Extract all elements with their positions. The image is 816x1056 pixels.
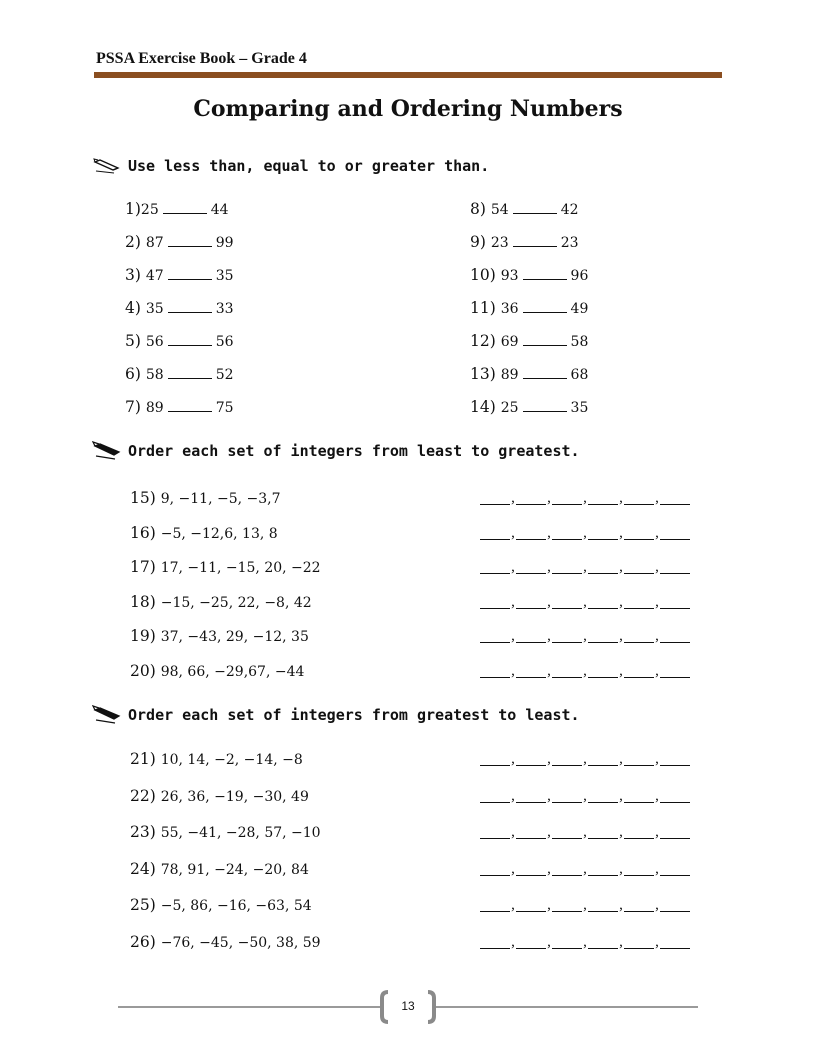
answer-blank[interactable]: [480, 861, 510, 876]
answer-blank[interactable]: [516, 663, 546, 678]
section-1-heading: [92, 156, 489, 176]
answer-blank[interactable]: [588, 490, 618, 505]
answer-blank[interactable]: [588, 628, 618, 643]
answer-blank[interactable]: [552, 559, 582, 574]
compare-item: 9) 23 23: [470, 233, 579, 251]
header-rule: [94, 72, 722, 78]
compare-item: 13) 89 68: [470, 365, 589, 383]
answer-blank[interactable]: [516, 525, 546, 540]
order-item: 20) 98, 66, −29,67, −44 , , , , ,: [130, 660, 700, 695]
page-title: Comparing and Ordering Numbers: [193, 96, 623, 122]
answer-blank[interactable]: [588, 861, 618, 876]
order-item: 26) −76, −45, −50, 38, 59 , , , , ,: [130, 931, 700, 968]
answer-blank[interactable]: [552, 628, 582, 643]
answer-blank[interactable]: [552, 788, 582, 803]
answer-blank[interactable]: [523, 397, 567, 412]
compare-list-right: [470, 196, 588, 427]
answer-blank[interactable]: [523, 331, 567, 346]
answer-blank[interactable]: [624, 751, 654, 766]
answer-blank[interactable]: [660, 594, 690, 609]
footer-rule-left: [118, 1006, 380, 1008]
section-3-heading: [92, 705, 580, 725]
answer-blank[interactable]: [516, 594, 546, 609]
answer-blank[interactable]: [588, 824, 618, 839]
order-item: 19) 37, −43, 29, −12, 35 , , , , ,: [130, 625, 700, 660]
answer-blank[interactable]: [168, 364, 212, 379]
compare-item: 7) 89 75: [125, 398, 234, 416]
answer-blank[interactable]: [516, 628, 546, 643]
answer-blank[interactable]: [552, 663, 582, 678]
compare-item: 4) 35 33: [125, 299, 234, 317]
answer-blank[interactable]: [480, 490, 510, 505]
answer-blank[interactable]: [624, 788, 654, 803]
answer-blank[interactable]: [168, 397, 212, 412]
answer-blank[interactable]: [660, 525, 690, 540]
answer-blank[interactable]: [588, 663, 618, 678]
compare-item: 11) 36 49: [470, 299, 589, 317]
answer-blank[interactable]: [516, 934, 546, 949]
answer-blank[interactable]: [552, 824, 582, 839]
answer-blank[interactable]: [480, 934, 510, 949]
answer-blank[interactable]: [552, 594, 582, 609]
answer-blank[interactable]: [516, 559, 546, 574]
pencil-icon: [92, 441, 122, 461]
order-item: 23) 55, −41, −28, 57, −10 , , , , ,: [130, 821, 700, 858]
order-item: 25) −5, 86, −16, −63, 54 , , , , ,: [130, 894, 700, 931]
answer-blank[interactable]: [552, 897, 582, 912]
answer-blank[interactable]: [624, 897, 654, 912]
order-list-least-to-greatest: [130, 487, 700, 694]
compare-item: 1)25 44: [125, 200, 229, 218]
answer-blank[interactable]: [624, 525, 654, 540]
answer-blank[interactable]: [624, 824, 654, 839]
compare-item: 6) 58 52: [125, 365, 234, 383]
answer-blank[interactable]: [660, 861, 690, 876]
order-item: 17) 17, −11, −15, 20, −22 , , , , ,: [130, 556, 700, 591]
answer-blank[interactable]: [523, 265, 567, 280]
answer-blank[interactable]: [168, 232, 212, 247]
answer-blank[interactable]: [588, 559, 618, 574]
answer-blank[interactable]: [552, 934, 582, 949]
answer-blank[interactable]: [660, 663, 690, 678]
answer-blank[interactable]: [660, 934, 690, 949]
compare-item: 2) 87 99: [125, 233, 234, 251]
section-2-instruction: Order each set of integers from least to greatest.: [128, 442, 580, 460]
answer-blank[interactable]: [480, 824, 510, 839]
answer-blank[interactable]: [168, 298, 212, 313]
order-item: 16) −5, −12,6, 13, 8 , , , , ,: [130, 522, 700, 557]
compare-item: 3) 47 35: [125, 266, 234, 284]
answer-blank[interactable]: [660, 628, 690, 643]
answer-blank[interactable]: [523, 298, 567, 313]
answer-blank[interactable]: [516, 824, 546, 839]
answer-blank[interactable]: [168, 265, 212, 280]
answer-blank[interactable]: [480, 559, 510, 574]
answer-blank[interactable]: [624, 559, 654, 574]
answer-blank[interactable]: [516, 490, 546, 505]
order-item: 21) 10, 14, −2, −14, −8 , , , , ,: [130, 748, 700, 785]
answer-blank[interactable]: [516, 861, 546, 876]
section-2-heading: [92, 441, 580, 461]
header-title: PSSA Exercise Book – Grade 4: [96, 50, 307, 67]
order-item: 18) −15, −25, 22, −8, 42 , , , , ,: [130, 591, 700, 626]
answer-blank[interactable]: [480, 663, 510, 678]
answer-blank[interactable]: [624, 628, 654, 643]
answer-blank[interactable]: [660, 490, 690, 505]
order-list-greatest-to-least: [130, 748, 700, 967]
answer-blank[interactable]: [552, 861, 582, 876]
answer-blank[interactable]: [624, 490, 654, 505]
answer-blank[interactable]: [552, 525, 582, 540]
page-number: [380, 990, 436, 1024]
order-item: 15) 9, −11, −5, −3,7 , , , , ,: [130, 487, 700, 522]
pencil-icon: [92, 705, 122, 725]
compare-list-left: [125, 196, 234, 427]
answer-blank[interactable]: [624, 934, 654, 949]
answer-blank[interactable]: [168, 331, 212, 346]
answer-blank[interactable]: [660, 788, 690, 803]
compare-item: 12) 69 58: [470, 332, 589, 350]
answer-blank[interactable]: [552, 490, 582, 505]
footer-rule-right: [436, 1006, 698, 1008]
answer-blank[interactable]: [480, 525, 510, 540]
section-3-instruction: Order each set of integers from greatest to least.: [128, 706, 580, 724]
answer-blank[interactable]: [660, 824, 690, 839]
answer-blank[interactable]: [624, 861, 654, 876]
pencil-icon: [92, 156, 122, 176]
answer-blank[interactable]: [480, 751, 510, 766]
answer-blank[interactable]: [588, 934, 618, 949]
answer-blank[interactable]: [660, 897, 690, 912]
answer-blank[interactable]: [588, 751, 618, 766]
answer-blank[interactable]: [588, 525, 618, 540]
answer-blank[interactable]: [516, 751, 546, 766]
answer-blank[interactable]: [516, 788, 546, 803]
answer-blank[interactable]: [660, 559, 690, 574]
compare-item: 10) 93 96: [470, 266, 589, 284]
order-item: 22) 26, 36, −19, −30, 49 , , , , ,: [130, 785, 700, 822]
answer-blank[interactable]: [480, 628, 510, 643]
section-1-instruction: Use less than, equal to or greater than.: [128, 157, 490, 175]
answer-blank[interactable]: [552, 751, 582, 766]
page-number-text: 13: [401, 999, 415, 1013]
answer-blank[interactable]: [480, 788, 510, 803]
answer-blank[interactable]: [660, 751, 690, 766]
compare-item: 5) 56 56: [125, 332, 234, 350]
answer-blank[interactable]: [513, 232, 557, 247]
answer-blank[interactable]: [624, 594, 654, 609]
answer-blank[interactable]: [588, 788, 618, 803]
answer-blank[interactable]: [480, 897, 510, 912]
compare-item: 14) 25 35: [470, 398, 589, 416]
order-item: 24) 78, 91, −24, −20, 84 , , , , ,: [130, 858, 700, 895]
answer-blank[interactable]: [588, 897, 618, 912]
answer-blank[interactable]: [163, 199, 207, 214]
answer-blank[interactable]: [523, 364, 567, 379]
compare-item: 8) 54 42: [470, 200, 579, 218]
answer-blank[interactable]: [513, 199, 557, 214]
answer-blank[interactable]: [480, 594, 510, 609]
answer-blank[interactable]: [588, 594, 618, 609]
answer-blank[interactable]: [624, 663, 654, 678]
answer-blank[interactable]: [516, 897, 546, 912]
